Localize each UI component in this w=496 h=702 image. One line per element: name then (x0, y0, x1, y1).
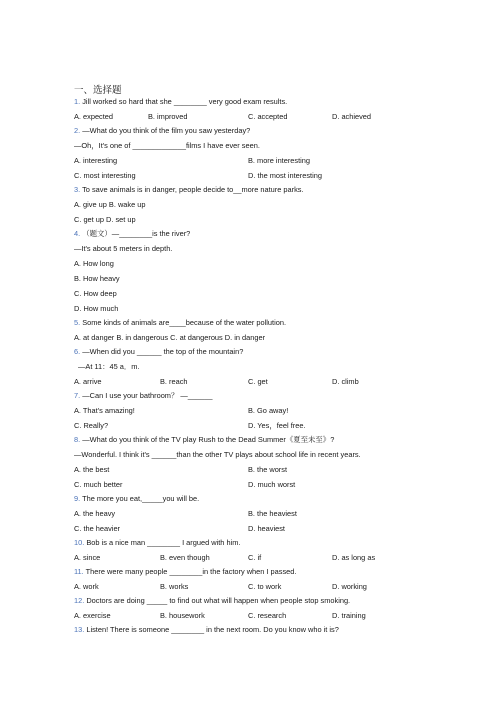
dialogue-line: —Oh，It's one of _____________films I have ever seen. (74, 141, 260, 150)
dialogue-line: —Wonderful. I think it's ______than the other TV plays about school life in recent years. (74, 450, 361, 459)
option-c[interactable]: C. get (248, 377, 268, 386)
option-c[interactable]: C. much better (74, 480, 123, 489)
question-text: —Can I use your bathroom？ —______ (82, 391, 213, 400)
option-a[interactable]: A. exercise (74, 611, 111, 620)
option-d[interactable]: D. heaviest (248, 524, 285, 533)
question-number: 12. (74, 596, 85, 605)
option-a[interactable]: A. arrive (74, 377, 102, 386)
option-b[interactable]: B. How heavy (74, 274, 120, 283)
question-text: （题文）—________is the river? (82, 229, 191, 238)
option-a[interactable]: A. That's amazing! (74, 406, 135, 415)
question-text: There were many people ________in the factory when I passed. (85, 567, 297, 576)
option-d[interactable]: D. Yes，feel free. (248, 421, 306, 430)
question-3 (74, 185, 304, 195)
option-d[interactable]: D. working (332, 582, 367, 591)
question-5 (74, 318, 286, 328)
question-text: —What do you think of the film you saw yesterday? (82, 126, 251, 135)
question-number: 10. (74, 538, 85, 547)
option-a[interactable]: A. since (74, 553, 101, 562)
options-row-1[interactable]: A. give up B. wake up (74, 200, 146, 209)
question-number: 2. (74, 126, 81, 135)
option-c[interactable]: C. if (248, 553, 262, 562)
option-c[interactable]: C. Really? (74, 421, 109, 430)
option-a[interactable]: A. work (74, 582, 99, 591)
question-9 (74, 494, 199, 504)
question-13 (74, 625, 339, 635)
question-10 (74, 538, 240, 548)
question-number: 7. (74, 391, 81, 400)
option-b[interactable]: B. the worst (248, 465, 288, 474)
option-b[interactable]: B. more interesting (248, 156, 311, 165)
option-b[interactable]: B. housework (160, 611, 205, 620)
option-c[interactable]: C. the heavier (74, 524, 121, 533)
option-d[interactable]: D. training (332, 611, 366, 620)
question-2 (74, 126, 250, 136)
option-d[interactable]: D. the most interesting (248, 171, 322, 180)
option-b[interactable]: B. Go away! (248, 406, 289, 415)
option-c[interactable]: C. accepted (248, 112, 288, 121)
option-b[interactable]: B. even though (160, 553, 210, 562)
question-number: 1. (74, 97, 81, 106)
option-d[interactable]: D. much worst (248, 480, 296, 489)
section-title: 一、选择题 (74, 85, 122, 96)
question-6 (74, 347, 243, 357)
question-text: The more you eat,_____you will be. (82, 494, 200, 503)
option-c[interactable]: C. to work (248, 582, 282, 591)
question-number: 4. (74, 229, 81, 238)
option-c[interactable]: C. How deep (74, 289, 117, 298)
question-text: Jill worked so hard that she ________ very good exam results. (82, 97, 288, 106)
question-1 (74, 97, 287, 107)
option-d[interactable]: D. achieved (332, 112, 372, 121)
option-a[interactable]: A. the best (74, 465, 110, 474)
option-b[interactable]: B. improved (148, 112, 188, 121)
question-number: 6. (74, 347, 81, 356)
option-c[interactable]: C. most interesting (74, 171, 136, 180)
question-number: 3. (74, 185, 81, 194)
options-row[interactable]: A. at danger B. in dangerous C. at dangerous D. in danger (74, 333, 266, 342)
question-text: Bob is a nice man ________ I argued with him. (86, 538, 241, 547)
option-a[interactable]: A. expected (74, 112, 114, 121)
option-c[interactable]: C. research (248, 611, 287, 620)
option-a[interactable]: A. interesting (74, 156, 118, 165)
question-12 (74, 596, 350, 606)
question-text: Listen! There is someone ________ in the next room. Do you know who it is? (86, 625, 339, 634)
option-b[interactable]: B. the heaviest (248, 509, 297, 518)
question-8 (74, 435, 334, 445)
option-a[interactable]: A. the heavy (74, 509, 116, 518)
options-row-2[interactable]: C. get up D. set up (74, 215, 136, 224)
option-b[interactable]: B. reach (160, 377, 188, 386)
option-d[interactable]: D. as long as (332, 553, 376, 562)
question-number: 9. (74, 494, 81, 503)
question-number: 5. (74, 318, 81, 327)
question-4 (74, 229, 190, 239)
option-b[interactable]: B. works (160, 582, 189, 591)
option-d[interactable]: D. How much (74, 304, 119, 313)
option-a[interactable]: A. How long (74, 259, 114, 268)
question-number: 13. (74, 625, 85, 634)
question-text: Doctors are doing _____ to find out what will happen when people stop smoking. (86, 596, 351, 605)
question-text: —What do you think of the TV play Rush to the Dead Summer《夏至未至》? (82, 435, 335, 444)
question-text: To save animals is in danger, people decide to__more nature parks. (82, 185, 304, 194)
option-d[interactable]: D. climb (332, 377, 359, 386)
question-text: Some kinds of animals are____because of the water pollution. (82, 318, 287, 327)
dialogue-line: —At 11：45 a．m. (78, 362, 140, 371)
question-number: 11. (74, 567, 84, 576)
dialogue-line: —It's about 5 meters in depth. (74, 244, 173, 253)
question-number: 8. (74, 435, 81, 444)
question-11 (74, 567, 296, 577)
question-7 (74, 391, 212, 401)
question-text: —When did you ______ the top of the mountain? (82, 347, 244, 356)
